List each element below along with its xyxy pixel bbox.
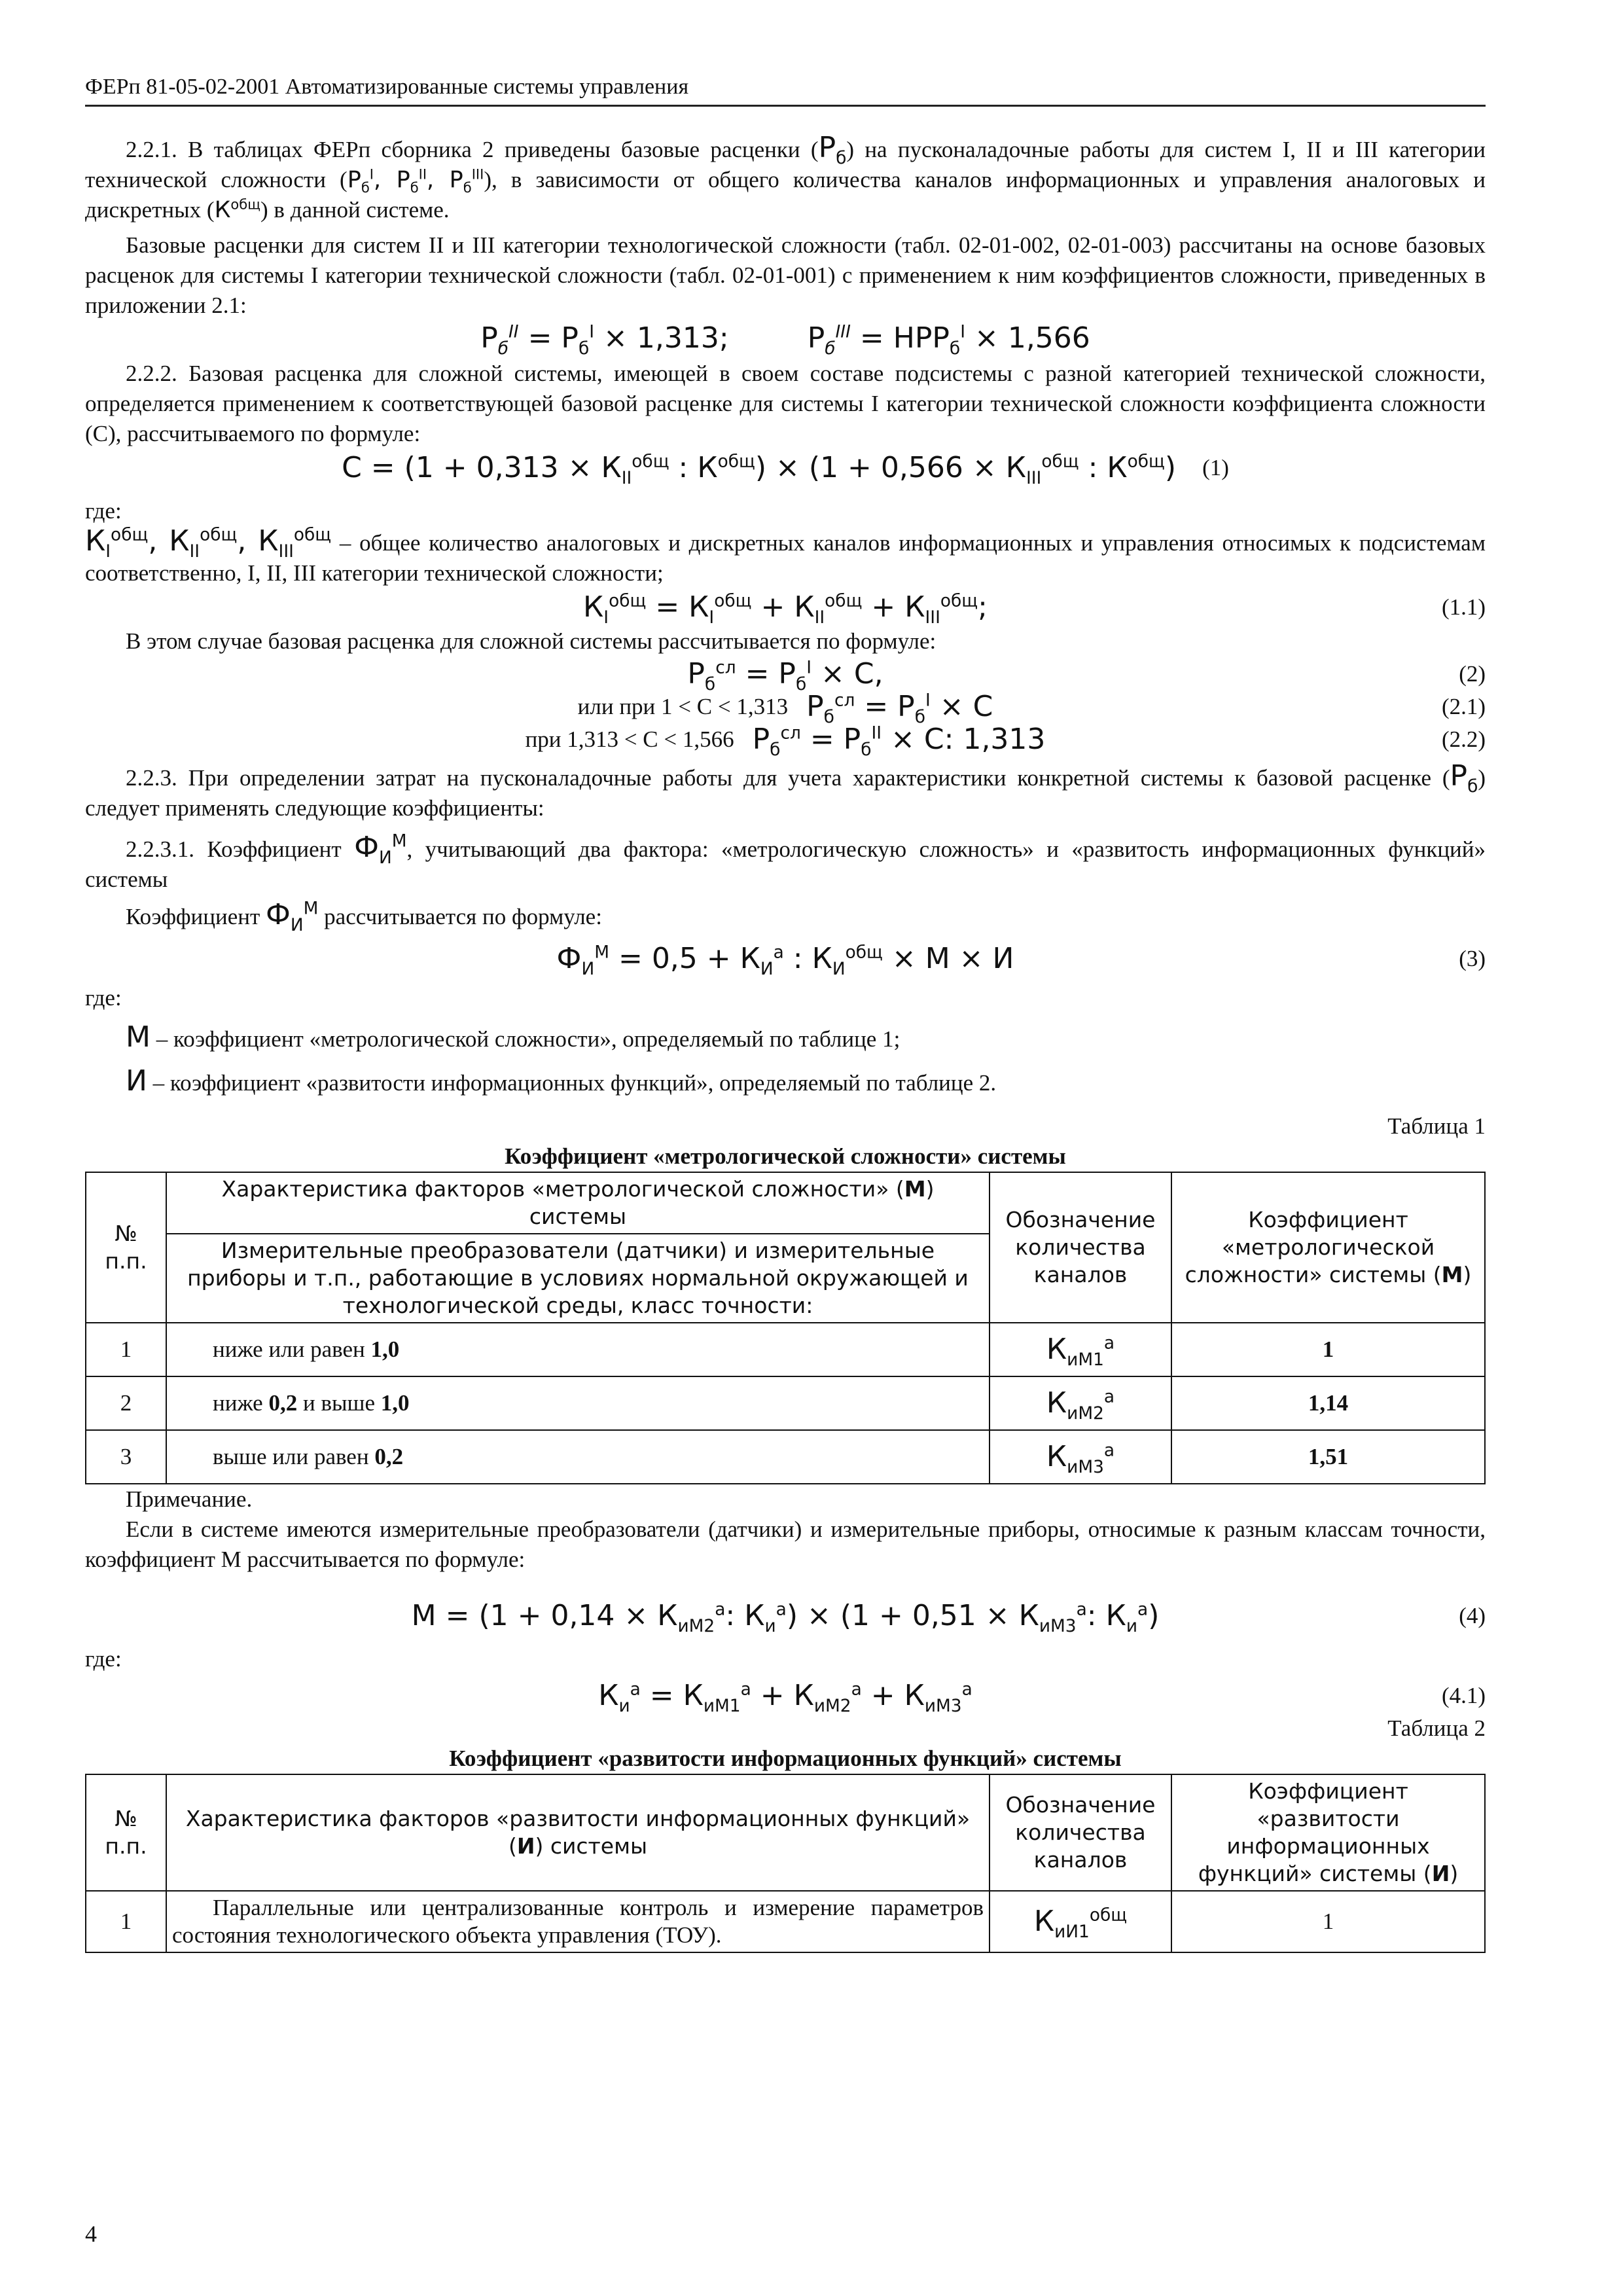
row-coefficient: 1 — [1171, 1891, 1485, 1952]
table-1-header-characteristic: Характеристика факторов «метрологической сложности» (М) системы — [166, 1172, 990, 1234]
table-1 — [85, 1172, 1486, 1484]
table-2-header-characteristic: Характеристика факторов «развитости информационных функций» (И) системы — [166, 1774, 990, 1891]
table-1-header-designation: Обозначение количества каналов — [990, 1172, 1171, 1323]
table-row — [86, 1430, 1485, 1484]
complex-system-paragraph: В этом случае базовая расценка для сложной системы рассчитывается по формуле: — [126, 628, 936, 654]
formula-1-1: $К_I^{общ} = К_I^{общ} + К_{II}^{общ} + К_{III}^{общ}$; (1.1) — [583, 590, 1486, 628]
page-number: 4 — [85, 2221, 97, 2247]
table-row — [86, 1323, 1485, 1376]
row-number: 2 — [86, 1376, 166, 1430]
formula-2-2: при 1,313 < C < 1,566 $Р_б^{сл} = Р_б^{II} \times С$: 1,313 (2.2) — [525, 723, 1486, 760]
row-coefficient: 1,51 — [1171, 1430, 1485, 1484]
row-number: 1 — [86, 1891, 166, 1952]
table-1-header-coefficient: Коэффициент «метрологической сложности» системы (М) — [1171, 1172, 1485, 1323]
note-title: Примечание. — [126, 1486, 253, 1512]
formula-category-rates: $Р_б^{II} = Р_б^I \times 1,313$; $Р_б^{III} = НРР_б^I \times 1,566$ — [480, 321, 1090, 359]
row-coefficient: 1,14 — [1171, 1376, 1485, 1430]
where-label-2: где: — [85, 985, 122, 1011]
row-designation: $К_{иИ1}^{общ}$ — [990, 1891, 1171, 1952]
channel-count-definition: $К_I^{общ}$, $К_{II}^{общ}$, $К_{III}^{общ}$ – общее количество аналоговых и дискретных каналов информационных и управления относимых к подсистемам соответственно, I, II, III категории технической сложности; — [85, 524, 1486, 586]
row-number: 3 — [86, 1430, 166, 1484]
row-coefficient: 1 — [1171, 1323, 1485, 1376]
formula-3: $Ф_И^М = 0,5 + К_И^а$ : $К_И^{общ} \times М \times И$ (3) — [556, 942, 1486, 979]
table-row — [86, 1891, 1485, 1952]
formula-2-1: или при 1 < C < 1,313 $Р_б^{сл} = Р_б^I \times С$ (2.1) — [577, 690, 1486, 727]
table-1-subheader: Измерительные преобразователи (датчики) и измерительные приборы и т.п., работающие в условиях нормальной окружающей и технологической среды, класс точности: — [166, 1234, 990, 1323]
table-1-title: Коэффициент «метрологической сложности» системы — [505, 1143, 1066, 1169]
row-designation: $К_{иМ2}^а$ — [990, 1376, 1171, 1430]
table-2-header-number: № п.п. — [86, 1774, 166, 1891]
formula-2: $Р_б^{сл} = Р_б^I \times С$, (2) — [687, 657, 1486, 694]
table-2-label: Таблица 2 — [1387, 1715, 1486, 1741]
section-2-2-2: 2.2.2. Базовая расценка для сложной системы, имеющей в своем составе подсистемы с разной категорией технической сложности, определяется применением к соответствующей базовой расценке для системы I категории технической сложности коэффициента сложности (С), рассчитываемого по формуле: — [85, 361, 1486, 446]
table-row — [86, 1376, 1485, 1430]
formula-4-1: $К_и^а = К_{иМ1}^а + К_{иМ2}^а + К_{иМ3}^а$ (4.1) — [598, 1679, 1486, 1716]
note-text: Если в системе имеются измерительные преобразователи (датчики) и измерительные приборы, относимые к разным классам точности, коэффициент М рассчитывается по формуле: — [85, 1516, 1486, 1572]
row-designation: $К_{иМ1}^а$ — [990, 1323, 1171, 1376]
section-2-2-1: 2.2.1. В таблицах ФЕРп сборника 2 приведены базовые расценки $(Р_б)$ на пусконаладочные работы для систем I, II и III категории технической сложности ($Р_б^I$, $Р_б^{II}$, $Р_б^{III}$), в зависимости от общего количества каналов информационных и управления аналоговых и дискретных $(К^{общ})$ в данной системе. — [85, 131, 1486, 223]
running-header: ФЕРп 81-05-02-2001 Автоматизированные системы управления — [85, 72, 1486, 107]
formula-1: $С = (1 + 0,313 \times К_{II}^{общ}$ : $К^{общ}) \times (1 + 0,566 \times К_{III}^{общ}$ : $К^{общ}$) (1) — [342, 451, 1229, 488]
coefficient-formula-intro: Коэффициент $Ф_И^М$ рассчитывается по формуле: — [126, 898, 602, 935]
table-2 — [85, 1774, 1486, 1953]
table-2-title: Коэффициент «развитости информационных функций» системы — [449, 1746, 1122, 1771]
row-class: ниже 0,2 и выше 1,0 — [166, 1376, 990, 1430]
table-2-header-designation: Обозначение количества каналов — [990, 1774, 1171, 1891]
section-2-2-3-1: 2.2.3.1. Коэффициент $Ф_И^М$, учитывающий два фактора: «метрологическую сложность» и «развитость информационных функций» системы — [85, 831, 1486, 892]
m-definition: М – коэффициент «метрологической сложности», определяемый по таблице 1; — [126, 1020, 901, 1054]
row-class: выше или равен 0,2 — [166, 1430, 990, 1484]
table-1-header-number: № п.п. — [86, 1172, 166, 1323]
row-class: ниже или равен 1,0 — [166, 1323, 990, 1376]
table-1-label: Таблица 1 — [1387, 1113, 1486, 1139]
base-rates-paragraph: Базовые расценки для систем II и III категории технологической сложности (табл. 02-01-002, 02-01-003) рассчитаны на основе базовых расценок для системы I категории технической сложности (табл. 02-01-001) с применением к ним коэффициентов сложности, приведенных в приложении 2.1: — [85, 232, 1486, 318]
row-number: 1 — [86, 1323, 166, 1376]
row-characteristic: Параллельные или централизованные контроль и измерение параметров состояния технологического объекта управления (ТОУ). — [166, 1891, 990, 1952]
table-2-header-coefficient: Коэффициент «развитости информационных функций» системы (И) — [1171, 1774, 1485, 1891]
where-label-1: где: — [85, 498, 122, 524]
row-designation: $К_{иМ3}^а$ — [990, 1430, 1171, 1484]
formula-4: $М = (1 + 0,14 \times К_{иМ2}^а$: $К_и^а) \times (1 + 0,51 \times К_{иМ3}^а$: $К_и^а$) (4) — [411, 1599, 1486, 1636]
where-label-3: где: — [85, 1646, 122, 1672]
i-definition: И – коэффициент «развитости информационных функций», определяемый по таблице 2. — [126, 1064, 997, 1098]
section-2-2-3: 2.2.3. При определении затрат на пусконаладочные работы для учета характеристики конкретной системы к базовой расценке $(Р_б)$ следует применять следующие коэффициенты: — [85, 759, 1486, 821]
